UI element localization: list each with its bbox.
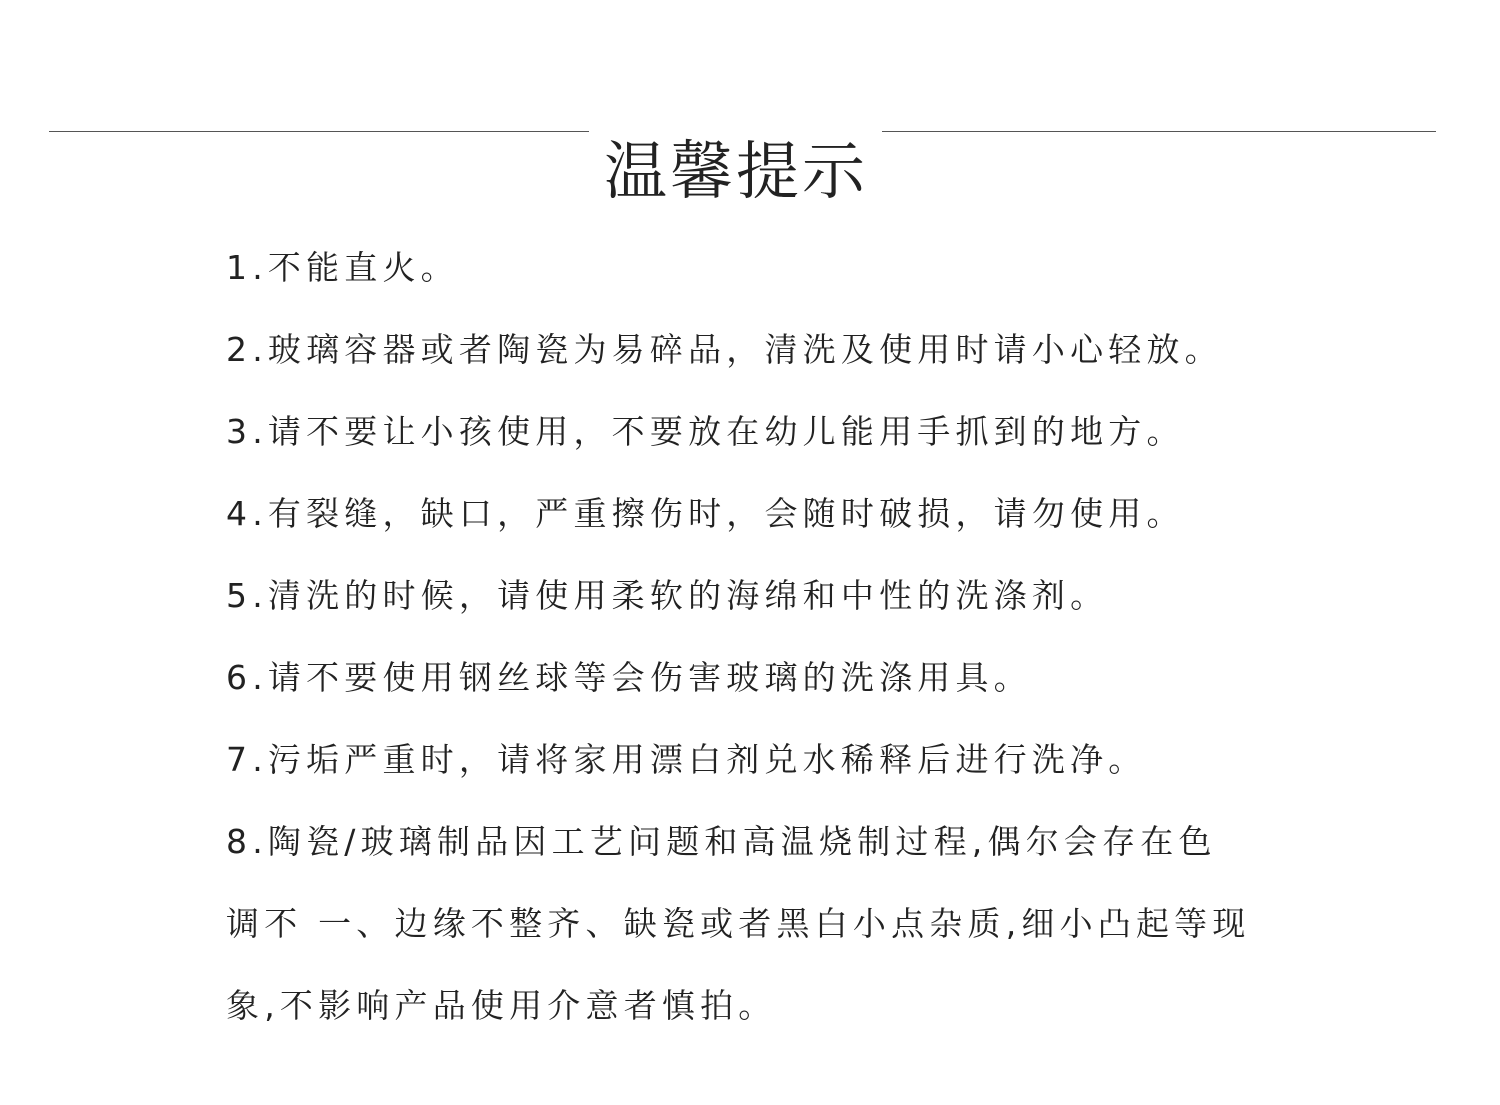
notice-item-8-line-2: 调不 一、边缘不整齐、缺瓷或者黑白小点杂质,细小凸起等现 bbox=[226, 904, 1251, 943]
notice-item-2: 2.玻璃容器或者陶瓷为易碎品，清洗及使用时请小心轻放。 bbox=[226, 330, 1223, 369]
notice-item-6: 6.请不要使用钢丝球等会伤害玻璃的洗涤用具。 bbox=[226, 658, 1032, 697]
notice-item-3: 3.请不要让小孩使用，不要放在幼儿能用手抓到的地方。 bbox=[226, 412, 1185, 451]
notice-item-4: 4.有裂缝，缺口，严重擦伤时，会随时破损，请勿使用。 bbox=[226, 494, 1185, 533]
notice-item-8-line-1: 8.陶瓷/玻璃制品因工艺问题和高温烧制过程,偶尔会存在色 bbox=[226, 822, 1217, 861]
notice-item-7: 7.污垢严重时，请将家用漂白剂兑水稀释后进行洗净。 bbox=[226, 740, 1147, 779]
title-divider-left bbox=[49, 131, 589, 132]
page-title: 温馨提示 bbox=[604, 135, 868, 209]
notice-item-8-line-3: 象,不影响产品使用介意者慎拍。 bbox=[226, 986, 777, 1025]
notice-item-1: 1.不能直火。 bbox=[226, 248, 459, 287]
notice-item-5: 5.清洗的时候，请使用柔软的海绵和中性的洗涤剂。 bbox=[226, 576, 1109, 615]
title-divider-right bbox=[882, 131, 1436, 132]
